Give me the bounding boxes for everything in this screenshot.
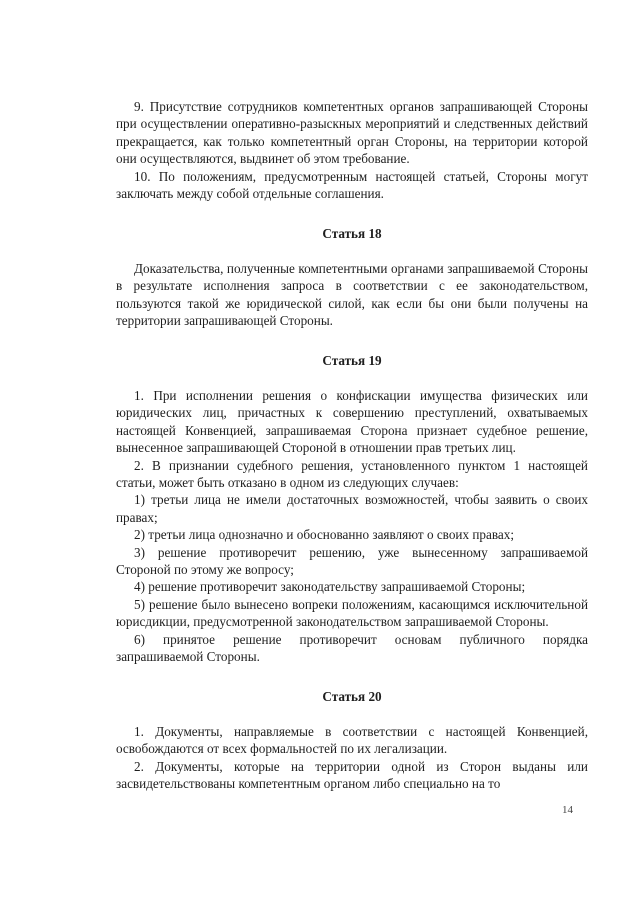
paragraph-9: 9. Присутствие сотрудников компетентных органов запрашивающей Стороны при осуществлении оперативно-разыскных мероприятий и следственных действий прекращается, как только компетентный орган Стороны, на территории которой они осуществляются, выдвинет об этом требование. — [116, 99, 588, 167]
article-19-item-3: 3) решение противоречит решению, уже вынесенному запрашиваемой Стороной по этому же вопросу; — [116, 544, 588, 577]
document-body — [116, 98, 588, 792]
article-19-paragraph-2: 2. В признании судебного решения, установленного пунктом 1 настоящей статьи, может быть отказано в одном из следующих случаев: — [116, 457, 588, 490]
article-18-heading: Статья 18 — [322, 226, 382, 242]
article-19-item-5: 5) решение было вынесено вопреки положениям, касающимся исключительной юрисдикции, предусмотренной законодательством запрашиваемой Стороны. — [116, 596, 588, 630]
article-20-paragraph-1: 1. Документы, направляемые в соответствии с настоящей Конвенцией, освобождаются от всех формальностей по их легализации. — [116, 723, 588, 757]
article-19-item-6: 6) принятое решение противоречит основам публичного порядка запрашиваемой Стороны. — [116, 631, 588, 664]
paragraph-10: 10. По положениям, предусмотренным настоящей статьей, Стороны могут заключать между собой отдельные соглашения. — [116, 168, 588, 202]
article-19-item-4: 4) решение противоречит законодательству запрашиваемой Стороны; — [134, 579, 526, 595]
article-20-heading: Статья 20 — [322, 689, 382, 705]
article-20-paragraph-2: 2. Документы, которые на территории одной из Сторон выданы или засвидетельствованы компетентным органом либо специально на то — [116, 758, 588, 791]
article-19-paragraph-1: 1. При исполнении решения о конфискации имущества физических или юридических лиц, причастных к совершению преступлений, охватываемых настоящей Конвенцией, запрашиваемая Сторона признает судебное решение, вынесенное запрашивающей Стороной в отношении прав третьих лиц. — [116, 387, 588, 456]
article-19-heading: Статья 19 — [322, 353, 382, 369]
article-19-item-1: 1) третьи лица не имели достаточных возможностей, чтобы заявить о своих правах; — [116, 492, 588, 525]
article-18-text: Доказательства, полученные компетентными органами запрашиваемой Стороны в результате исполнения запроса в соответствии с ее законодательством, пользуются такой же юридической силой, как если бы они были получены на территории запрашивающей Стороны. — [116, 260, 588, 329]
article-19-item-2: 2) третьи лица однозначно и обоснованно заявляют о своих правах; — [134, 527, 515, 543]
page-number: 14 — [562, 804, 573, 816]
